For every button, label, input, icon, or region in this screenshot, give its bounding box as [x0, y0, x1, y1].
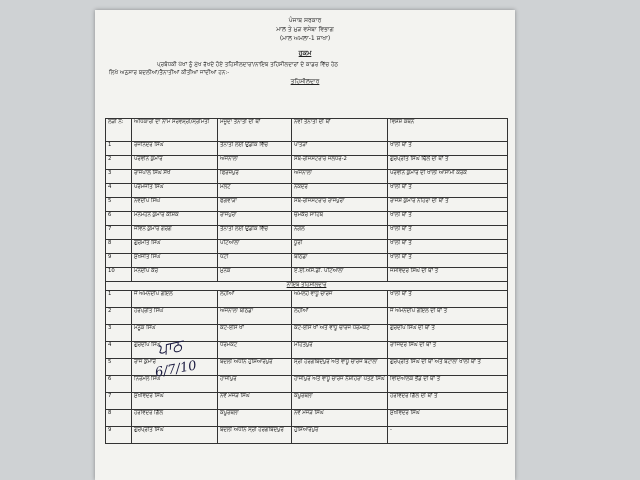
cell-current-posting: ਅਜਨਾਲਾ	[218, 156, 292, 170]
cell-name: ਜੇ ਅਮਨਦੀਪ ਗੋਇਲ	[132, 291, 218, 308]
cell-name: ਰਾਜ ਕੁਮਾਰ	[132, 359, 218, 376]
cell-current-posting: ਲੋਹੀਆਂ	[218, 291, 292, 308]
intro-para-1: ਪ੍ਰਬੰਧਕੀ ਪੱਖਾਂ ਨੂੰ ਮੁੱਖ ਰੱਖਦੇ ਹੋਏ ਤਹਿਸੀਲਦਾਰਾਂ/ਨਾਇਬ ਤਹਿਸੀਲਦਾਰਾਂ ਦੇ ਕਾਡਰ ਵਿੱਚ ਹੇਠ	[157, 62, 339, 68]
cell-current-posting: ਕਪੂਰਥਲਾ	[218, 410, 292, 427]
intro-text	[95, 61, 515, 77]
cell-serial: 4	[106, 342, 132, 359]
cell-serial: 9	[106, 254, 132, 268]
table-row	[106, 198, 508, 212]
cell-current-posting: ਪਟਿਆਲਾ	[218, 240, 292, 254]
cell-serial: 5	[106, 198, 132, 212]
table-row	[106, 268, 508, 282]
table-row	[106, 156, 508, 170]
cell-remarks: ਖਾਲੀ ਥਾਂ ਤੇ	[388, 226, 508, 240]
cell-current-posting: ਪੱਟੀ	[218, 254, 292, 268]
cell-current-posting: ਮੁਨਕ	[218, 268, 292, 282]
cell-remarks: ਖਾਲੀ ਥਾਂ ਤੇ	[388, 142, 508, 156]
cell-remarks: ਜੇ ਅਮਨਦੀਪ ਗੋਇਲ ਦੀ ਥਾਂ ਤੇ	[388, 308, 508, 325]
table-row	[106, 170, 508, 184]
cell-new-posting: ਚਮਕੌਰ ਸਾਹਿਬ	[292, 212, 388, 226]
cell-current-posting: ਬਦਲੀ ਅਧੀਨ ਸ੍ਰੀ ਹਰਗੋਬਿੰਦਪੁਰ	[218, 427, 292, 444]
cell-new-posting: ਨੰਗਲ	[292, 226, 388, 240]
cell-new-posting: ਲੋਹੀਆਂ	[292, 308, 388, 325]
cell-remarks: ਖਾਲੀ ਥਾਂ ਤੇ	[388, 212, 508, 226]
cell-serial: 10	[106, 268, 132, 282]
cell-current-posting: ਫਿਰੋਜ਼ਪੁਰ	[218, 170, 292, 184]
cell-serial: 3	[106, 325, 132, 342]
cell-remarks: ਹਰਵਿੰਦਰ ਗਿੱਲ ਦੀ ਥਾਂ ਤੇ	[388, 393, 508, 410]
section-row-naib-tehsildar	[106, 282, 508, 291]
table-row	[106, 212, 508, 226]
cell-current-posting: ਅਜਨਾਲਾ ਬਠਿੰਡਾ	[218, 308, 292, 325]
cell-new-posting: ਨਵੇਂ ਮੌਜੜ ਸਿੰਘ	[292, 410, 388, 427]
cell-name: ਹਰਪ੍ਰੀਤ ਸਿੰਘ	[132, 308, 218, 325]
cell-serial: 8	[106, 410, 132, 427]
cell-remarks: ਸੁਖਵਿੰਦਰ ਸਿੰਘ	[388, 410, 508, 427]
cell-name: ਰਾਜਪਾਲ ਸਿੰਘ ਸੇਖੋਂ	[132, 170, 218, 184]
handwritten-date: 6/7/10	[154, 358, 198, 381]
cell-remarks: ਰਾਜੇਸ਼ ਕੁਮਾਰ ਨਹਿਰਾ ਦੀ ਥਾਂ ਤੇ	[388, 198, 508, 212]
cell-name: ਸੁਖਵਿੰਦਰ ਸਿੰਘ	[132, 393, 218, 410]
cell-name: ਗੁਰਪ੍ਰੀਤ ਸਿੰਘ	[132, 427, 218, 444]
transfer-table	[105, 118, 508, 444]
cell-new-posting: ਕੋਟ-ਈਸੇ ਖਾਂ ਅਤੇ ਵਾਧੂ ਚਾਰਜ ਧਰਮਕੋਟ	[292, 325, 388, 342]
cell-remarks: ਖਾਲੀ ਥਾਂ ਤੇ	[388, 240, 508, 254]
cell-remarks: ਖਾਲੀ ਥਾਂ ਤੇ	[388, 291, 508, 308]
col-header-current-posting: ਮੌਜੂਦਾ ਤੈਨਾਤੀ ਦੀ ਥਾਂ	[218, 119, 292, 142]
cell-name: ਮਨੂਕ ਸਿੰਘ	[132, 325, 218, 342]
cell-remarks: -	[388, 427, 508, 444]
cell-name: ਨਵਦੀਪ ਸਿੰਘ	[132, 198, 218, 212]
cell-name: ਮਨਦੀਪ ਕੌਰ	[132, 268, 218, 282]
cell-current-posting: ਬਦਲੀ ਅਧੀਨ ਹੁਸ਼ਿਆਰਪੁਰ	[218, 359, 292, 376]
cell-new-posting: ਧੂਰੀ	[292, 240, 388, 254]
table-row	[106, 308, 508, 325]
cell-serial: 5	[106, 359, 132, 376]
cell-new-posting: ਸਬ-ਰਜਿਸਟਰਾਰ ਜਲੰਧਰ-2	[292, 156, 388, 170]
cell-new-posting: ਬਠਿੰਡਾ	[292, 254, 388, 268]
document-page	[95, 10, 515, 480]
cell-new-posting: ਸਬ-ਰਜਿਸਟਰਾਰ ਰਾਜਪੁਰਾ	[292, 198, 388, 212]
cell-remarks: ਖਾਲੀ ਥਾਂ ਤੇ	[388, 254, 508, 268]
cell-new-posting: ਨਕੋਦਰ	[292, 184, 388, 198]
cell-serial: 9	[106, 427, 132, 444]
table-row	[106, 393, 508, 410]
cell-remarks: ਜਸਵਿੰਦਰ ਸਿੰਘ ਦੀ ਥਾਂ ਤੇ	[388, 268, 508, 282]
cell-current-posting: ਰਾਜਪੁਰਾ	[218, 212, 292, 226]
header-line-3: (ਮਾਲ ਅਮਲਾ-1 ਸ਼ਾਖਾ)	[279, 35, 331, 42]
table-row	[106, 291, 508, 308]
cell-remarks: ਵਿਦਿਆਲੋਕ ਭੌਂਡ ਦੀ ਥਾਂ ਤੇ	[388, 376, 508, 393]
intro-para-2: ਲਿਖੇ ਅਨੁਸਾਰ ਬਦਲੀਆਂ/ਤੈਨਾਤੀਆਂ ਕੀਤੀਆਂ ਜਾਂਦੀਆਂ ਹਨ:-	[109, 70, 230, 76]
table-row	[106, 142, 508, 156]
cell-serial: 7	[106, 393, 132, 410]
cell-name: ਗੁਰਦੀਪ ਸਿੰਘ	[132, 342, 218, 359]
cell-current-posting: ਮਲੋਟ	[218, 184, 292, 198]
cell-new-posting: ਹੁਸ਼ਿਆਰਪੁਰ	[292, 427, 388, 444]
cell-new-posting: ਮਹਿਤਪੁਰ	[292, 342, 388, 359]
cell-serial: 2	[106, 156, 132, 170]
table-row	[106, 410, 508, 427]
table-row	[106, 184, 508, 198]
cell-name: ਰਜਨਿੰਦਰ ਸਿੰਘ	[132, 142, 218, 156]
cell-serial: 7	[106, 226, 132, 240]
cell-remarks: ਖਾਲੀ ਥਾਂ ਤੇ	[388, 184, 508, 198]
cell-name: ਸੁਖਜੀਤ ਸਿੰਘ	[132, 254, 218, 268]
handwritten-initials: ਪਾਠ	[155, 335, 185, 360]
cell-current-posting: ਫਗਵਾੜਾ	[218, 198, 292, 212]
table-row	[106, 226, 508, 240]
cell-name: ਜੀਵਨ ਕੁਮਾਰ ਗਰਗ	[132, 226, 218, 240]
col-header-serial: ਲੜੀ ਨੰ:	[106, 119, 132, 142]
section-title-tehsildar: ਤਹਿਸੀਲਦਾਰ	[290, 78, 320, 85]
cell-current-posting: ਹਾਜੀਪੁਰ	[218, 376, 292, 393]
document-header	[95, 16, 515, 58]
col-header-new-posting: ਨਵੀਂ ਤੈਨਾਤੀ ਦੀ ਥਾਂ	[292, 119, 388, 142]
cell-current-posting: ਤੈਨਾਤੀ ਲਈ ਉਡੀਕ ਵਿੱਚ	[218, 142, 292, 156]
section-title-naib-tehsildar: ਨਾਇਬ ਤਹਿਸੀਲਦਾਰ	[106, 282, 508, 291]
cell-name: ਨਿਰਮਲ ਸਿੰਘ	[132, 376, 218, 393]
cell-new-posting: ਹਾਜੀਪੁਰ ਅਤੇ ਵਾਧੂ ਚਾਰਜ ਨੌਸ਼ਹਿਰਾ ਪੱਤਣ ਸਿੰਘ	[292, 376, 388, 393]
col-header-remarks: ਵਿਸ਼ੇਸ਼ ਕਥਨ	[388, 119, 508, 142]
cell-serial: 2	[106, 308, 132, 325]
header-line-1: ਪੰਜਾਬ ਸਰਕਾਰ	[288, 17, 322, 24]
cell-serial: 3	[106, 170, 132, 184]
cell-remarks: ਰਾਜਿੰਦਰ ਸਿੰਘ ਦੀ ਥਾਂ ਤੇ	[388, 342, 508, 359]
cell-serial: 4	[106, 184, 132, 198]
cell-serial: 8	[106, 240, 132, 254]
cell-serial: 1	[106, 142, 132, 156]
cell-remarks: ਗੁਰਪ੍ਰੀਤ ਸਿੰਘ ਦੀ ਥਾਂ ਅਤੇ ਬਟਾਲਾ ਖਾਲੀ ਥਾਂ ਤੇ	[388, 359, 508, 376]
table-header-row	[106, 119, 508, 142]
table-row	[106, 427, 508, 444]
cell-new-posting: ਏ.ਈ.ਐਸ.ਡੀ. ਪਟਿਆਲਾ	[292, 268, 388, 282]
table-row	[106, 254, 508, 268]
cell-current-posting: ਨਵੇਂ ਮੌਜੜ ਸਿੰਘ	[218, 393, 292, 410]
order-title: ਹੁਕਮ	[298, 49, 312, 57]
cell-remarks: ਪਰਵੀਨ ਕੁਮਾਰ ਦੀ ਖਾਲੀ ਆਸਾਮੀ ਕਰਕੇ	[388, 170, 508, 184]
table-row	[106, 240, 508, 254]
cell-current-posting: ਧਰਮਕੋਟ	[218, 342, 292, 359]
col-header-name: ਅਧਿਕਾਰੀ ਦਾ ਨਾਮ ਸਰਵਸ਼੍ਰੀ/ਸ੍ਰੀਮਤੀ	[132, 119, 218, 142]
cell-new-posting: ਸ੍ਰੀ ਹਰਗੋਬਿੰਦਪੁਰ ਅਤੇ ਵਾਧੂ ਚਾਰਜ ਬਟਾਲਾ	[292, 359, 388, 376]
cell-current-posting: ਕੋਟ-ਈਸੇ ਖਾਂ	[218, 325, 292, 342]
cell-name: ਹਰਵਿੰਦਰ ਗਿੱਲ	[132, 410, 218, 427]
cell-new-posting: ਅਜਨਾਲਾ	[292, 170, 388, 184]
cell-serial: 6	[106, 376, 132, 393]
cell-new-posting: ਪਾਤੜਾਂ	[292, 142, 388, 156]
cell-name: ਗੁਰਮੀਤ ਸਿੰਘ	[132, 240, 218, 254]
cell-new-posting: ਕਪੂਰਥਲਾ	[292, 393, 388, 410]
cell-remarks: ਗੁਰਦੀਪ ਸਿੰਘ ਦੀ ਥਾਂ ਤੇ	[388, 325, 508, 342]
cell-name: ਪਰਮਜੀਤ ਸਿੰਘ	[132, 184, 218, 198]
header-line-2: ਮਾਲ ਤੇ ਮੁੜ ਵਸੇਬਾ ਵਿਭਾਗ	[276, 26, 334, 33]
cell-new-posting: ਅਮਲੋਹ ਵਾਧੂ ਚਾਰਜ	[292, 291, 388, 308]
cell-current-posting: ਤੈਨਾਤੀ ਲਈ ਉਡੀਕ ਵਿੱਚ	[218, 226, 292, 240]
cell-serial: 6	[106, 212, 132, 226]
cell-remarks: ਗੁਰਪ੍ਰੀਤ ਸਿੰਘ ਢਿੱਲੋਂ ਦੀ ਥਾਂ ਤੇ	[388, 156, 508, 170]
cell-name: ਮਨਮੋਹਨ ਕੁਮਾਰ ਕੌਸ਼ਿਕ	[132, 212, 218, 226]
cell-name: ਪਰਵੀਨ ਕੁਮਾਰ	[132, 156, 218, 170]
cell-serial: 1	[106, 291, 132, 308]
